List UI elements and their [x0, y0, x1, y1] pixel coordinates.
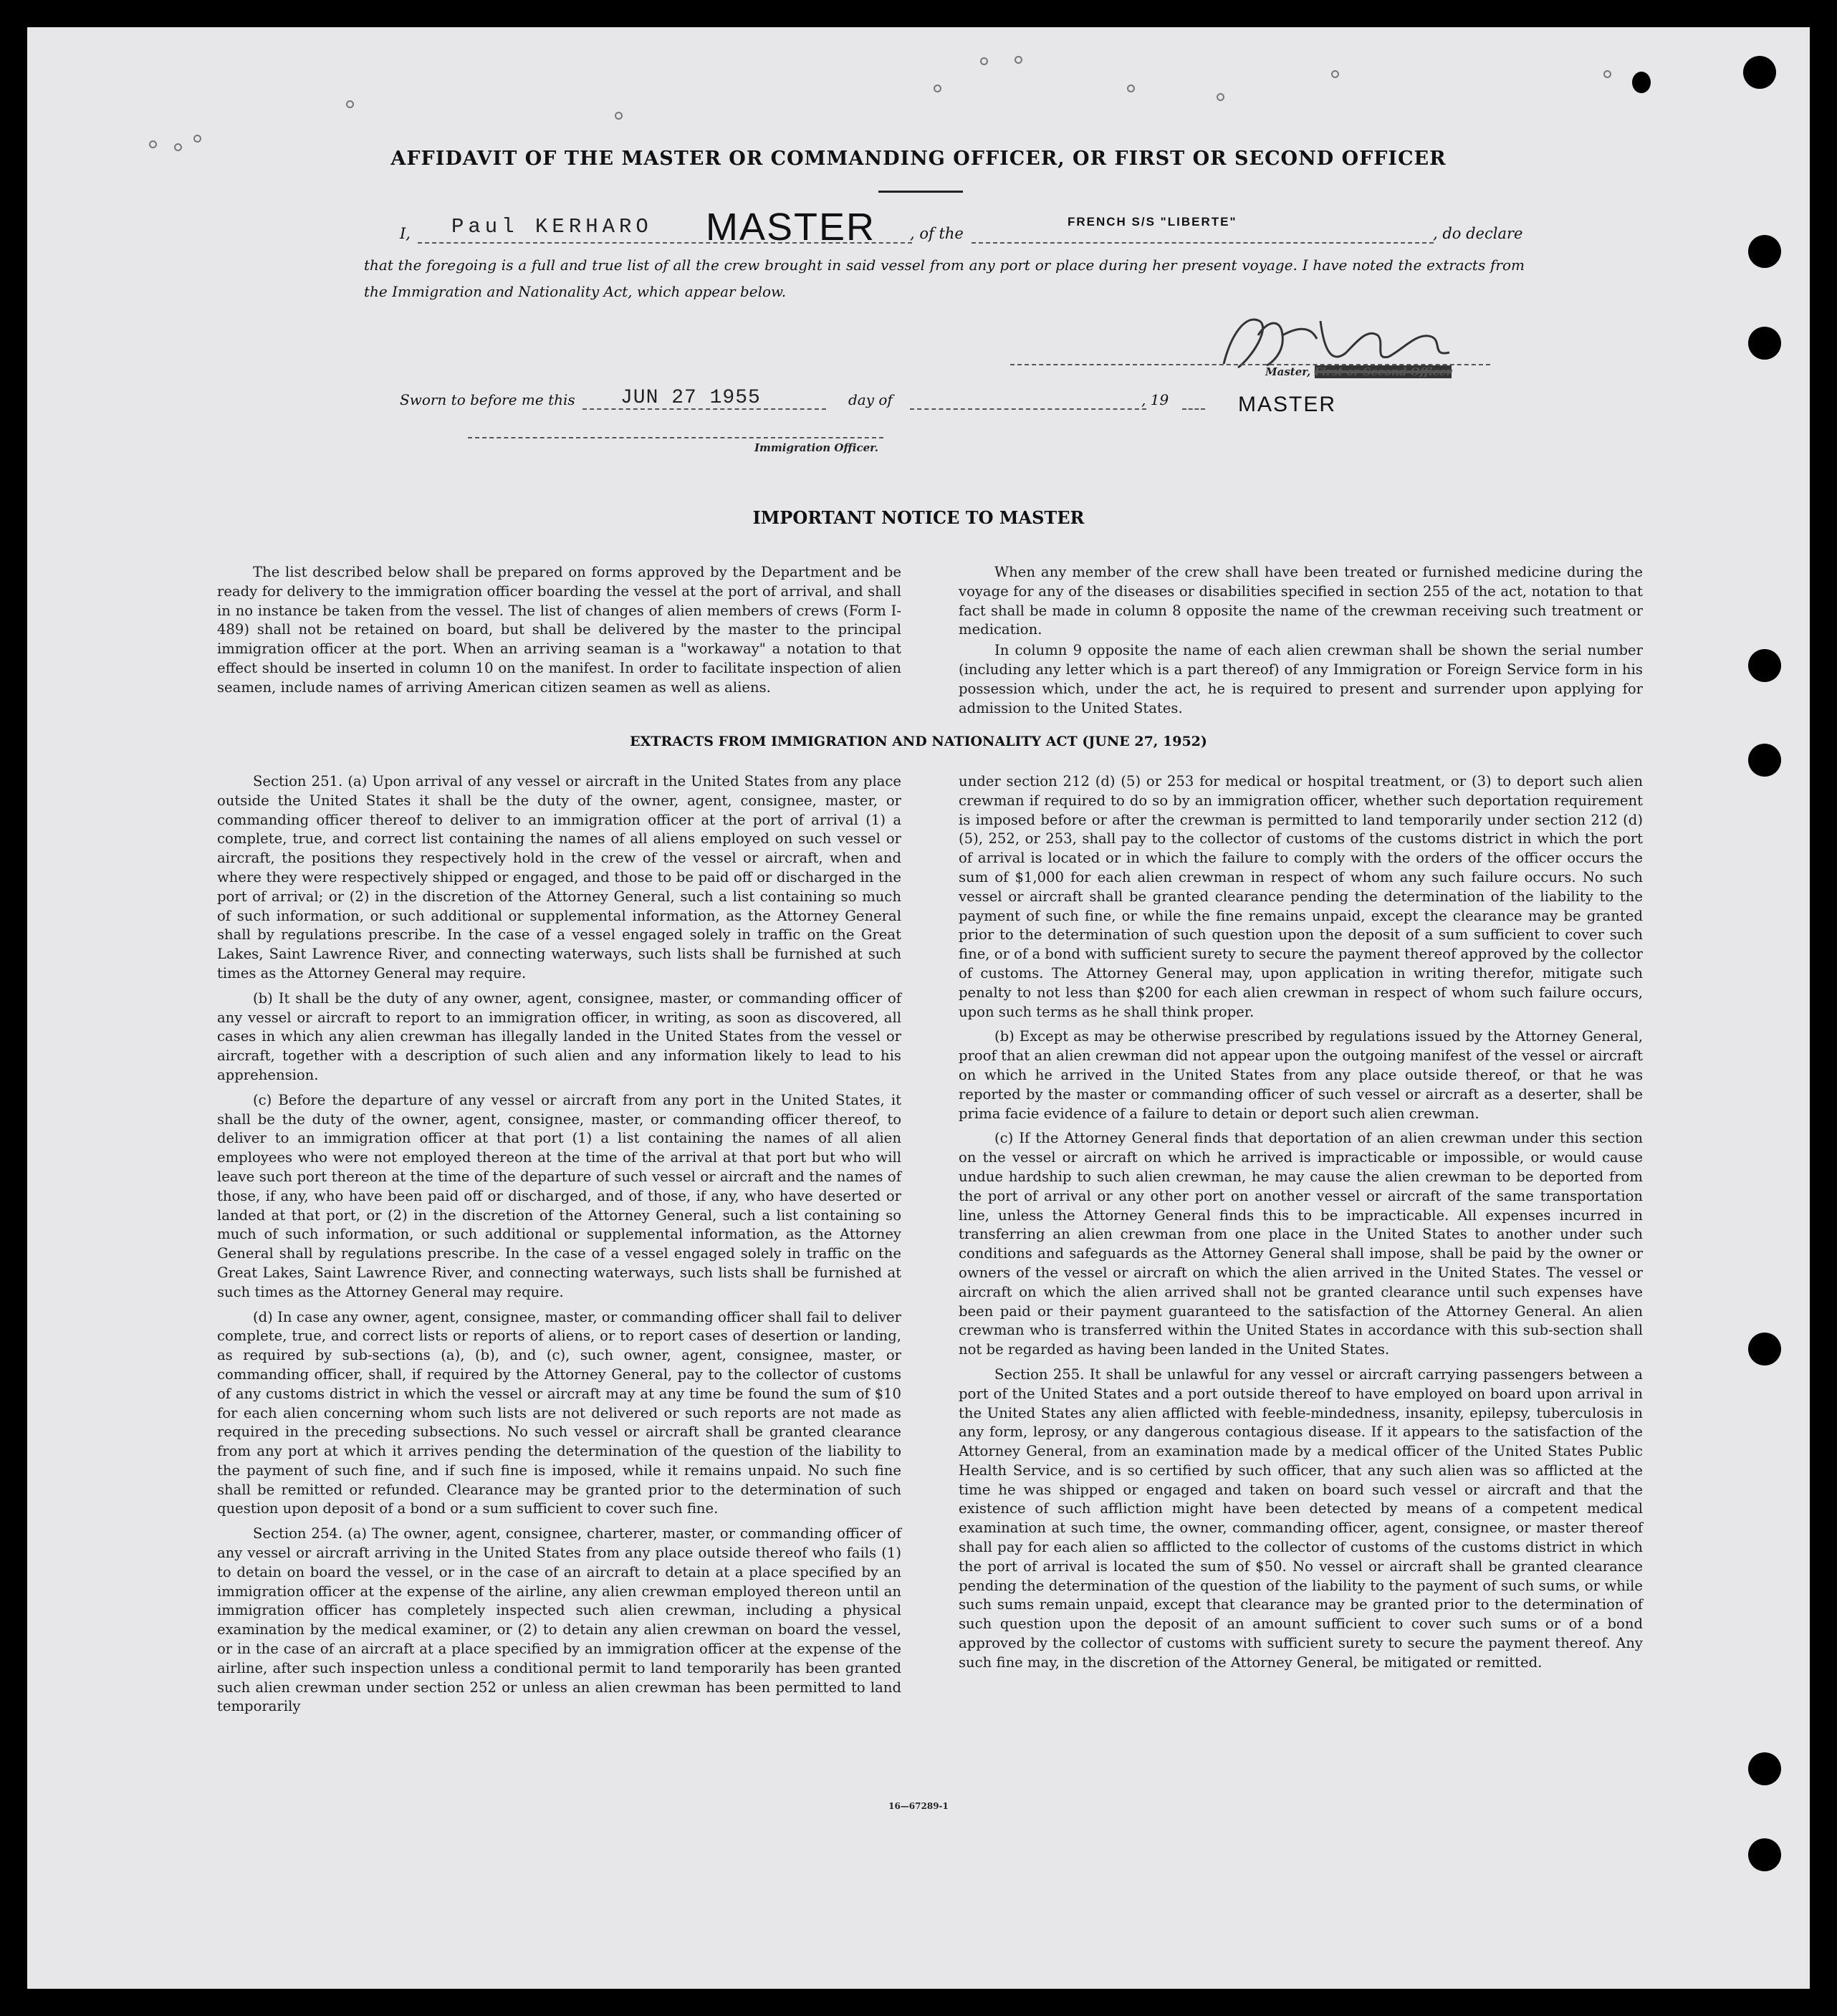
- immigration-officer-label: Immigration Officer.: [754, 441, 878, 454]
- notice-left-column: [217, 563, 901, 704]
- notice-paragraph: In column 9 opposite the name of each alien crewman shall be shown the serial number (including any letter which is a part thereof) of any Immigration or Foreign Service form in his possession which, under the act, he is required to present and surrender upon applying for admission to the United States.: [959, 642, 1643, 716]
- punch-hole: [1748, 1333, 1781, 1365]
- statute-paragraph: (b) It shall be the duty of any owner, agent, consignee, master, or commanding officer of any vessel or aircraft to report to an immigration officer, in writing, as soon as discovered, all cases in which any alien crewman has illegally landed in the United States from the vessel or aircraft, together with a description of such alien and any information likely to lead to his apprehension.: [217, 989, 901, 1083]
- extracts-right-column: [959, 772, 1643, 1679]
- of-the-label: , of the: [910, 225, 964, 242]
- extracts-title: EXTRACTS FROM IMMIGRATION AND NATIONALITY ACT (JUNE 27, 1952): [630, 734, 1207, 749]
- punch-hole: [1748, 235, 1781, 268]
- sworn-date: JUN 27 1955: [620, 387, 761, 409]
- year-line: [1182, 408, 1205, 410]
- punch-hole: [1748, 1838, 1781, 1871]
- statute-paragraph: Section 255. It shall be unlawful for any vessel or aircraft carrying passengers between a port of the United States and a port outside thereof to have employed on board upon arrival in the United States any alien afflicted with feeble-mindedness, insanity, epilepsy, tuberculosis in any form, leprosy, or any dangerous contagious disease. If it appears to the satisfaction of the Attorney General, from an examination made by a medical officer of the United States Public Health Service, and is so certified by such officer, that any such alien was so afflicted at the time he was shipped or engaged and taken on board such vessel or aircraft and that the existence of such affliction might have been detected by means of a competent medical examination at such time, the owner, commanding officer, agent, consignee, or master thereof shall pay for each alien so afflicted to the collector of customs of the customs district in which the port of arrival is located the sum of $50. No vessel or aircraft shall be granted clearance pending the determination of the question of the liability to the payment of such sums, or while such sums remain unpaid, except that clearance may be granted prior to the determination of such question upon the deposit of an amount sufficient to cover such sums or of a bond approved by the collector of customs with sufficient surety to secure the payment thereof. Any such fine may, in the discretion of the Attorney General, be mitigated or remitted.: [959, 1365, 1643, 1671]
- notice-title: IMPORTANT NOTICE TO MASTER: [752, 507, 1085, 528]
- statute-paragraph: (d) In case any owner, agent, consignee, master, or commanding officer shall fail to deliver complete, true, and correct lists or reports of aliens, or to report cases of desertion or landing, as required by sub-sections (a), (b), and (c), such owner, agent, consignee, master, or commanding officer, shall, if required by the Attorney General, pay to the collector of customs of any customs district in which the vessel or aircraft may at any time be found the sum of $10 for each alien concerning whom such lists are not delivered or such reports are not made as required in the preceding subsections. No such vessel or aircraft shall be granted clearance from any port at which it arrives pending the determination of the question of the liability to the payment of such fine, and if such fine is imposed, while it remains unpaid. No such fine shall be remitted or refunded. Clearance may be granted prior to the determination of such question upon deposit of a bond or a sum sufficient to cover such fine.: [217, 1308, 901, 1517]
- punch-hole: [1632, 72, 1651, 93]
- paper-speck: [1015, 56, 1022, 64]
- notice-right-column: [959, 563, 1643, 724]
- paper-speck: [193, 135, 201, 143]
- master-stamp: MASTER: [1238, 393, 1337, 416]
- do-declare-label: , do declare: [1433, 225, 1523, 242]
- punch-hole: [1748, 744, 1781, 777]
- paper-speck: [1331, 70, 1339, 78]
- notice-paragraph: When any member of the crew shall have been treated or furnished medicine during the voyage for any of the diseases or disabilities specified in section 255 of the act, notation to that fact shall be made in column 8 opposite the name of the crewman receiving such treatment or medication.: [959, 564, 1643, 638]
- rank-stamp: MASTER: [706, 206, 876, 249]
- extracts-left-column: [217, 772, 901, 1722]
- month-line: [910, 408, 1146, 410]
- master-name: Paul KERHARO: [451, 215, 653, 239]
- notice-paragraph: The list described below shall be prepared on forms approved by the Department and be ready for delivery to the immigration officer boarding the vessel at the port of arrival, and shall in no instance be taken from the vessel. The list of changes of alien members of crews (Form I-489) shall not be retained on board, but shall be delivered by the master to the principal immigration officer at the port. When an arriving seaman is a "workaway" a notation to that effect should be inserted in column 10 on the manifest. In order to facilitate inspection of alien seamen, include names of arriving American citizen seamen as well as aliens.: [217, 564, 901, 696]
- affidavit-title: AFFIDAVIT OF THE MASTER OR COMMANDING OFFICER, OR FIRST OR SECOND OFFICER: [390, 148, 1447, 170]
- immigration-officer-line: [468, 437, 883, 438]
- master-label: Master,: [1265, 365, 1311, 378]
- paper-speck: [934, 85, 941, 92]
- paper-speck: [1603, 70, 1611, 78]
- declaration-prefix: I,: [400, 225, 411, 242]
- punch-hole: [1748, 649, 1781, 682]
- statute-paragraph: (c) Before the departure of any vessel or aircraft from any port in the United States, it shall be the duty of the owner, agent, consignee, master, or commanding officer thereof, to deliver to an immigration officer at that port (1) a list containing the names of all alien employees who were not employed thereon at the time of the arrival at that port but who will leave such port thereon at the time of the departure of such vessel or aircraft and the names of those, if any, who have been paid off or discharged, and of those, if any, who have deserted or landed at that port, or (2) in the discretion of the Attorney General, such a list containing so much of such information, or such additional or supplemental information, as the Attorney General shall by regulations prescribe. In the case of a vessel engaged solely in traffic on the Great Lakes, Saint Lawrence River, and connecting waterways, such lists shall be furnished at such times as the Attorney General may require.: [217, 1091, 901, 1300]
- sworn-label: Sworn to before me this: [400, 391, 575, 408]
- declaration-body: that the foregoing is a full and true list of all the crew brought in said vessel from any port or place during her present voyage. I have noted the extracts from the Immigration and Nationality Act, which appear below.: [364, 256, 1525, 300]
- vessel-name: FRENCH S/S "LIBERTE": [1068, 215, 1237, 229]
- form-number: 16—67289-1: [888, 1801, 949, 1811]
- signature-label: [1265, 365, 1452, 378]
- paper-speck: [980, 57, 988, 65]
- vessel-line: [972, 242, 1434, 244]
- struck-officer-label: First or Second Officer: [1314, 365, 1452, 378]
- punch-hole: [1748, 1752, 1781, 1785]
- year-prefix-label: , 19: [1141, 391, 1169, 408]
- statute-paragraph: (c) If the Attorney General finds that deportation of an alien crewman under this section on the vessel or aircraft on which he arrived is impracticable or impossible, or would cause undue hardship to such alien crewman, he may cause the alien crewman to be deported from the port of arrival or any other port on another vessel or aircraft of the same transportation line, unless the Attorney General finds this to be impracticable. All expenses incurred in transferring an alien crewman from one place in the United States to another under such conditions and safeguards as the Attorney General shall impose, shall be paid by the owner or owners of the vessel or aircraft on which the alien arrived in the United States. The vessel or aircraft on which the alien arrived shall not be granted clearance until such expenses have been paid or their payment guaranteed to the satisfaction of the Attorney General. An alien crewman who is transferred within the United States in accordance with this sub-section shall not be regarded as having been landed in the United States.: [959, 1130, 1643, 1358]
- day-of-label: day of: [848, 391, 893, 408]
- paper-speck: [346, 100, 354, 108]
- paper-speck: [1217, 93, 1224, 101]
- statute-paragraph: under section 212 (d) (5) or 253 for medical or hospital treatment, or (3) to deport such alien crewman if required to do so by an immigration officer, whether such deportation requirement is imposed before or after the crewman is permitted to land temporarily under section 212 (d) (5), 252, or 253, shall pay to the collector of customs of the customs district in which the port of arrival is located or in which the failure to comply with the orders of the officer occurs the sum of $1,000 for each alien crewman in respect of whom any such failure occurs. No such vessel or aircraft shall be granted clearance pending the determination of the liability to the payment of such fine, or while the fine remains unpaid, except the clearance may be granted prior to the determination of such question upon the deposit of a sum sufficient to cover such fine, or of a bond with sufficient surety to secure the payment thereof approved by the collector of customs. The Attorney General may, upon application in writing therefor, mitigate such penalty to not less than $200 for each alien crewman in respect of whom such failure occurs, upon such terms as he shall think proper.: [959, 773, 1643, 1020]
- paper-speck: [1127, 85, 1135, 92]
- punch-hole: [1743, 56, 1776, 89]
- statute-paragraph: (b) Except as may be otherwise prescribed by regulations issued by the Attorney General, proof that an alien crewman did not appear upon the outgoing manifest of the vessel or aircraft on which he arrived in the United States from any place outside thereof, or that he was reported by the master or commanding officer of such vessel or aircraft as a deserter, shall be prima facie evidence of a failure to detain or deport such alien crewman.: [959, 1028, 1643, 1122]
- paper-speck: [615, 112, 623, 120]
- statute-paragraph: Section 254. (a) The owner, agent, consignee, charterer, master, or commanding officer of any vessel or aircraft arriving in the United States from any place outside thereof who fails (1) to detain on board the vessel, or in the case of an aircraft to detain at a place specified by an immigration officer at the expense of the airline, any alien crewman employed thereon until an immigration officer has completely inspected such alien crewman, including a physical examination by the medical examiner, or (2) to detain any alien crewman on board the vessel, or in the case of an aircraft at a place specified by an immigration officer at the expense of the airline, after such inspection unless a conditional permit to land temporarily has been granted such alien crewman under section 252 or unless an alien crewman has been permitted to land temporarily: [217, 1525, 901, 1715]
- document-page: [27, 27, 1810, 1989]
- punch-hole: [1748, 327, 1781, 360]
- title-divider: [878, 191, 963, 193]
- statute-paragraph: Section 251. (a) Upon arrival of any vessel or aircraft in the United States from any place outside the United States it shall be the duty of the owner, agent, consignee, master, or commanding officer thereof to deliver to an immigration officer at the port of arrival (1) a complete, true, and correct list containing the names of all aliens employed on such vessel or aircraft, the positions they respectively hold in the crew of the vessel or aircraft, when and where they were respectively shipped or engaged, and those to be paid off or discharged in the port of arrival; or (2) in the discretion of the Attorney General, such a list containing so much of such information, or such additional or supplemental information, as the Attorney General shall by regulations prescribe. In the case of a vessel engaged solely in traffic on the Great Lakes, Saint Lawrence River, and connecting waterways, such lists shall be furnished at such times as the Attorney General may require.: [217, 773, 901, 981]
